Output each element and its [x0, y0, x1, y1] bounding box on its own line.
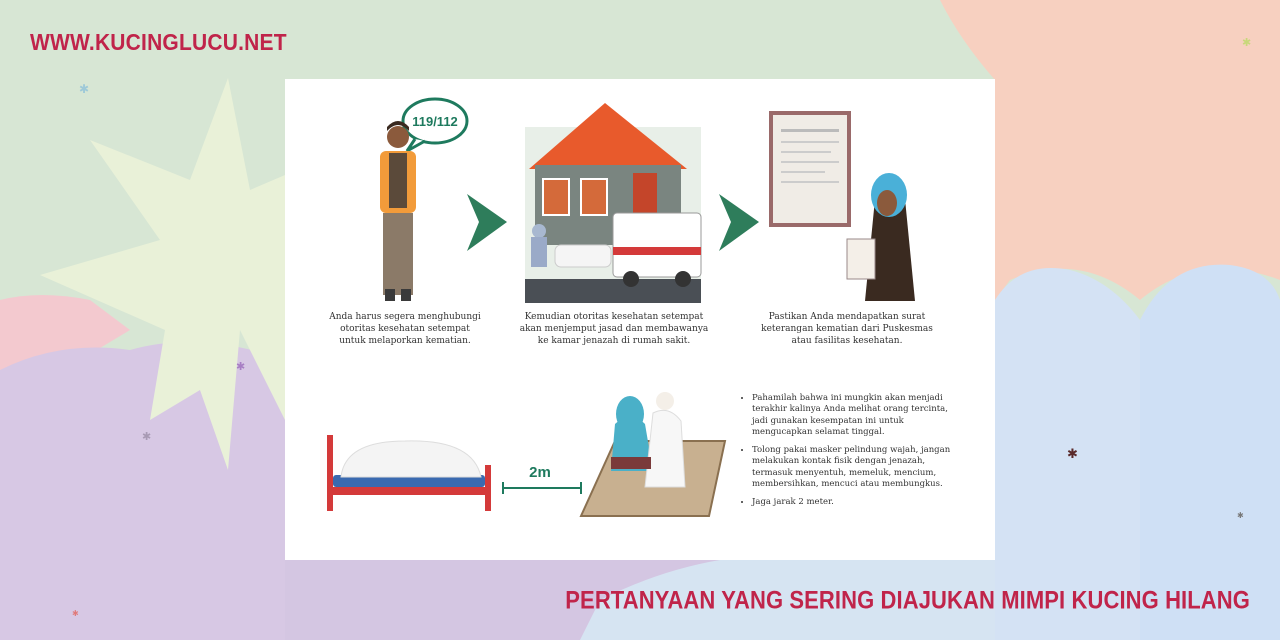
phone-number-bubble: 119/112 — [412, 114, 458, 129]
page-title: PERTANYAAN YANG SERING DIAJUKAN MIMPI KUCING HILANG — [565, 586, 1250, 614]
advice-list — [740, 393, 982, 516]
svg-text:2m: 2m — [529, 464, 551, 481]
infographic-card — [285, 79, 995, 560]
step1-caption: Anda harus segera menghubungi otoritas kesehatan setempat untuk melaporkan kematian. — [329, 312, 481, 346]
list-item: • Tolong pakai masker pelindung wajah, jangan melakukan kontak fisik dengan jenazah, termasuk menyentuh, memeluk, mencium, membersihkan, mencuci atau membungkus. — [752, 445, 982, 490]
svg-text:✱: ✱ — [236, 360, 246, 373]
site-url[interactable]: WWW.KUCINGLUCU.NET — [30, 30, 287, 56]
svg-text:✱: ✱ — [1242, 36, 1252, 49]
list-item: • Jaga jarak 2 meter. — [752, 497, 982, 508]
man-calling-illustration — [380, 99, 467, 301]
svg-text:✱: ✱ — [142, 430, 152, 443]
svg-text:✱: ✱ — [1067, 447, 1078, 462]
list-item: • Pahamilah bahwa ini mungkin akan menjadi terakhir kalinya Anda melihat orang tercinta, jadi gunakan kesempatan ini untuk mengucapkan selamat tinggal. — [752, 393, 982, 438]
step2-caption: Kemudian otoritas kesehatan setempat akan menjemput jasad dan membawanya ke kamar jenazah di rumah sakit. — [519, 312, 709, 346]
distance-indicator — [503, 464, 581, 494]
svg-text:✱: ✱ — [79, 82, 90, 96]
svg-text:✱: ✱ — [1237, 511, 1244, 520]
praying-couple-illustration — [581, 392, 725, 516]
svg-text:✱: ✱ — [72, 609, 79, 618]
step3-caption: Pastikan Anda mendapatkan surat keterangan kematian dari Puskesmas atau fasilitas kesehatan. — [761, 312, 933, 346]
arrow-icon — [719, 194, 759, 251]
arrow-icon — [467, 194, 507, 251]
bed-with-body-illustration — [327, 435, 491, 511]
certificate-woman-illustration — [771, 113, 915, 301]
house-ambulance-illustration — [525, 103, 701, 303]
